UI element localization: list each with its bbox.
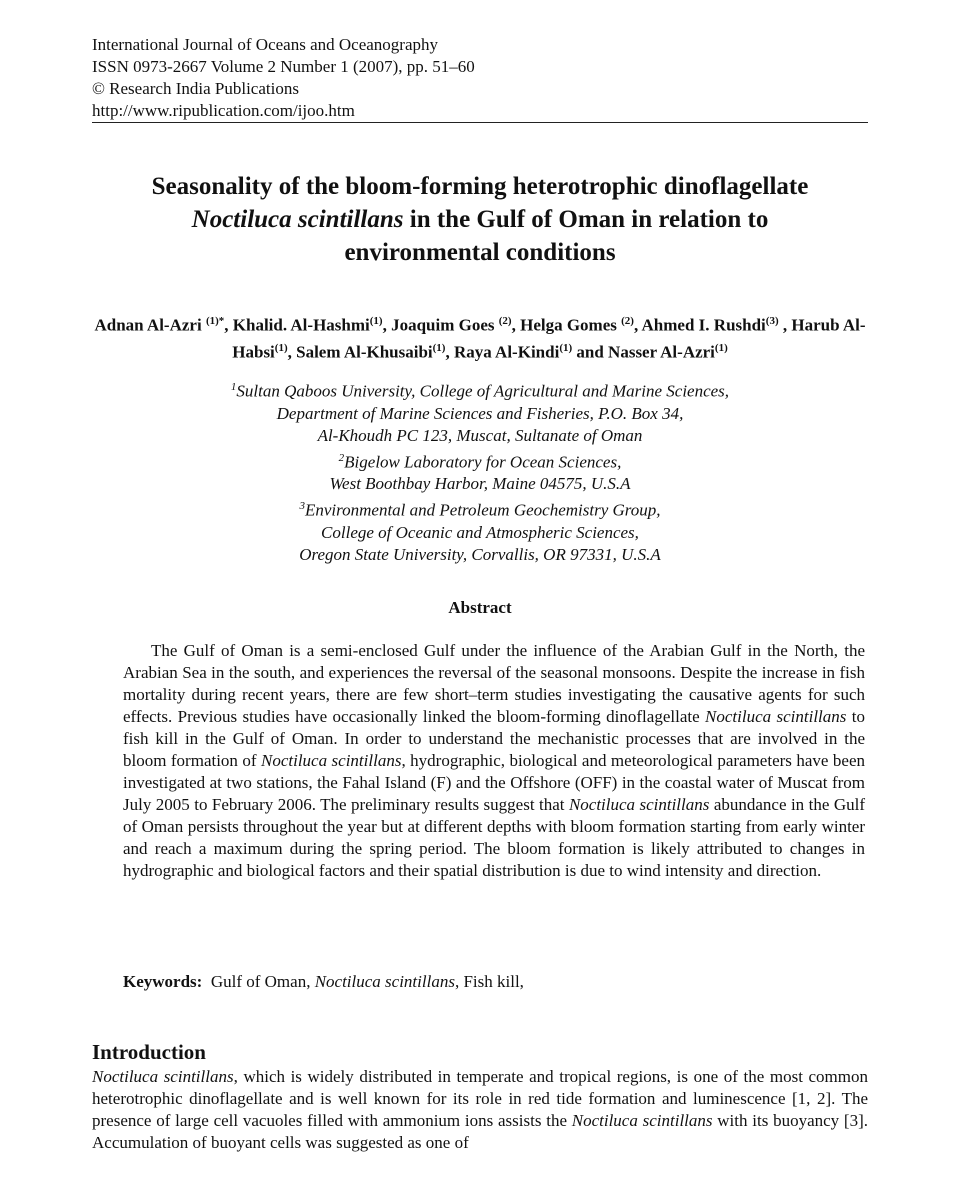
journal-url[interactable]: http://www.ripublication.com/ijoo.htm xyxy=(92,101,355,120)
author-mark: (3) xyxy=(765,315,779,327)
paper-title xyxy=(60,170,900,269)
title-line-3: environmental conditions xyxy=(344,239,616,266)
keyword: , Fish kill, xyxy=(454,972,524,991)
species-name: Noctiluca scintillans xyxy=(92,1067,234,1086)
author: Adnan Al-Azri xyxy=(94,315,206,335)
introduction-text xyxy=(92,1066,868,1154)
author-mark: (2) xyxy=(498,315,512,327)
author-mark: (2) xyxy=(621,315,634,327)
affiliations xyxy=(92,376,868,566)
author: and Nasser Al-Azri xyxy=(572,342,715,362)
species-name: Noctiluca scintillans xyxy=(261,751,402,770)
author-list xyxy=(92,310,868,363)
author-mark: (1) xyxy=(714,341,728,354)
author-mark: (1) xyxy=(369,315,383,327)
affiliation-line: College of Oceanic and Atmospheric Sciences, xyxy=(321,522,639,542)
affiliation-text: Environmental and Petroleum Geochemistry Group, xyxy=(304,500,661,520)
author-mark: (1)* xyxy=(205,315,225,327)
affiliation-number: 1 xyxy=(230,381,237,393)
keyword: Gulf of Oman, xyxy=(202,972,315,991)
author: , Joaquim Goes xyxy=(382,315,499,335)
header-divider xyxy=(92,122,868,123)
title-line-2-rest: in the Gulf of Oman in relation to xyxy=(403,206,769,233)
publisher-line: © Research India Publications xyxy=(92,79,299,98)
keyword: Noctiluca scintillans xyxy=(314,972,455,991)
author-mark: (1) xyxy=(274,341,288,354)
author: , Raya Al-Kindi xyxy=(445,342,560,362)
author: , Khalid. Al-Hashmi xyxy=(224,315,370,335)
abstract-segment: abundance in the Gulf of Oman persists throughout the year but at different depths with bloom formation starting from early winter and reach a maximum during the spring period. The bloom formation is likely attributed to changes in hydrographic and biological factors and their spatial distribution is due to wind intensity and direction. xyxy=(123,795,865,880)
issn-line: ISSN 0973-2667 Volume 2 Number 1 (2007), pp. 51–60 xyxy=(92,57,475,76)
affiliation-line xyxy=(92,447,868,474)
abstract-heading: Abstract xyxy=(448,598,512,617)
intro-segment: with its buoyancy [3]. Accumulation of buoyant cells was suggested as one of xyxy=(92,1111,868,1152)
keywords xyxy=(123,972,524,992)
journal-name: International Journal of Oceans and Oceanography xyxy=(92,35,439,54)
author: , Helga Gomes xyxy=(511,315,622,335)
author-mark: (1) xyxy=(432,341,446,354)
affiliation-number: 3 xyxy=(299,500,305,513)
title-line-1: Seasonality of the bloom-forming heterotrophic dinoflagellate xyxy=(151,173,809,200)
author-mark: (1) xyxy=(559,341,573,354)
species-name: Noctiluca scintillans xyxy=(705,707,847,726)
affiliation-line xyxy=(92,376,868,403)
introduction-heading: Introduction xyxy=(92,1040,206,1064)
affiliation-line: Al-Khoudh PC 123, Muscat, Sultanate of Oman xyxy=(317,425,643,445)
author: , Salem Al-Khusaibi xyxy=(287,342,433,362)
abstract-segment: The Gulf of Oman is a semi-enclosed Gulf under the influence of the Arabian Gulf in the North, the Arabian Sea in the south, and experiences the reversal of the seasonal monsoons. Despite the increase in fish mortality during recent years, there are few short–term studies investigating the causative agents for such effects. Previous studies have occasionally linked the bloom-forming dinoflagellate xyxy=(123,641,865,726)
species-name: Noctiluca scintillans xyxy=(568,795,710,814)
abstract-segment: , hydrographic, biological and meteorological parameters have been investigated at two stations, the Fahal Island (F) and the Offshore (OFF) in the coastal water of Muscat from July 2005 to February 2006. The preliminary results suggest that xyxy=(123,751,865,814)
affiliation-line xyxy=(92,495,868,522)
title-line-2 xyxy=(60,203,900,236)
affiliation-text: Sultan Qaboos University, College of Agricultural and Marine Sciences, xyxy=(236,381,730,401)
intro-segment: , which is widely distributed in temperate and tropical regions, is one of the most common heterotrophic dinoflagellate and is well known for its role in red tide formation and luminescence [1, 2]. The presence of large cell vacuoles filled with ammonium ions assists the xyxy=(92,1067,868,1130)
journal-header xyxy=(92,34,475,122)
affiliation-text: Bigelow Laboratory for Ocean Sciences, xyxy=(344,452,622,472)
affiliation-line: West Boothbay Harbor, Maine 04575, U.S.A xyxy=(329,474,631,494)
species-name: Noctiluca scintillans xyxy=(571,1111,713,1130)
affiliation-line: Oregon State University, Corvallis, OR 97331, U.S.A xyxy=(299,544,661,564)
keywords-label: Keywords: xyxy=(123,972,203,991)
abstract-text xyxy=(123,640,865,882)
author: , Ahmed I. Rushdi xyxy=(633,315,766,335)
abstract-segment: to fish kill in the Gulf of Oman. In order to understand the mechanistic processes that are involved in the bloom formation of xyxy=(123,707,865,770)
affiliation-number: 2 xyxy=(338,451,345,464)
author: , Harub Al-Habsi xyxy=(232,315,866,362)
title-species: Noctiluca scintillans xyxy=(191,206,404,233)
affiliation-line: Department of Marine Sciences and Fisheries, P.O. Box 34, xyxy=(276,403,684,423)
